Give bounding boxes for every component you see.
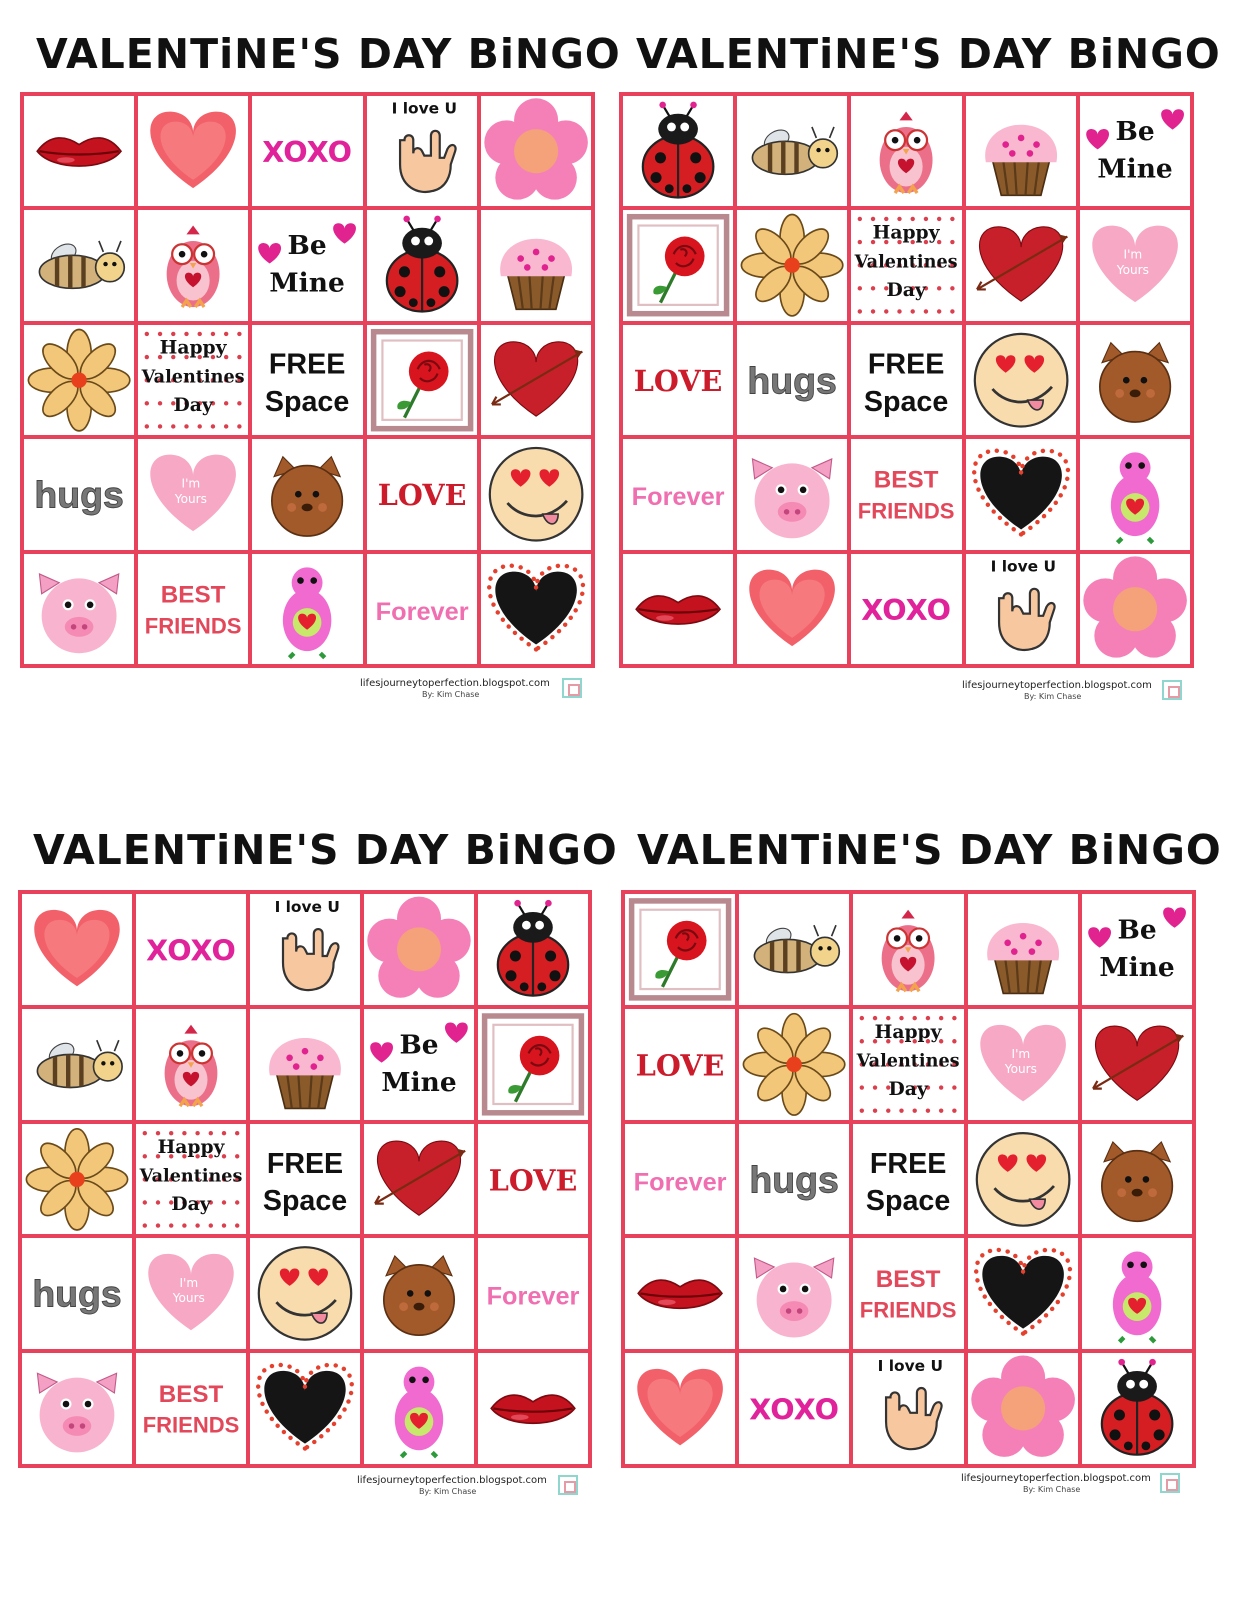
xoxo-text (252, 96, 362, 206)
bingo-cell-bear[interactable] (1080, 325, 1190, 435)
svg-text:I love U: I love U (990, 557, 1056, 576)
cupcake-icon (481, 210, 591, 320)
bingo-cell-bemine[interactable] (1080, 96, 1190, 206)
svg-text:Forever: Forever (486, 1282, 580, 1311)
xoxo-text (136, 894, 246, 1005)
svg-text:XOXO: XOXO (262, 135, 353, 170)
qr-logo-icon (562, 678, 582, 698)
free-space-text (851, 325, 961, 435)
arrow-heart-icon (966, 210, 1076, 320)
im-yours-heart-icon (1080, 210, 1190, 320)
bingo-cell-monster[interactable] (1080, 439, 1190, 549)
bingo-cell-monster[interactable] (1082, 1238, 1192, 1349)
bingo-cell-cupcake[interactable] (966, 96, 1076, 206)
bingo-cell-sunflower[interactable] (22, 1124, 132, 1235)
xoxo-text (739, 1353, 849, 1464)
card-title: VALENTiNE'S DAY BiNGO (636, 30, 1221, 78)
svg-text:Happy: Happy (159, 336, 227, 359)
card-title: VALENTiNE'S DAY BiNGO (36, 30, 621, 78)
svg-text:Mine: Mine (1097, 153, 1173, 185)
svg-text:Mine: Mine (269, 268, 346, 300)
bingo-cell-owl[interactable] (853, 894, 963, 1005)
bear-icon (1082, 1124, 1192, 1235)
bingo-cell-ladybug[interactable] (1082, 1353, 1192, 1464)
bingo-cell-bee[interactable] (24, 210, 134, 320)
bee-icon (22, 1009, 132, 1120)
bee-icon (737, 96, 847, 206)
svg-text:Forever: Forever (375, 597, 469, 626)
heart-icon (22, 894, 132, 1005)
i-love-you-hand-icon (250, 894, 360, 1005)
bingo-cell-bestfriends[interactable] (853, 1238, 963, 1349)
hugs-text (739, 1124, 849, 1235)
bingo-cell-lips[interactable] (623, 554, 733, 664)
svg-text:Happy: Happy (157, 1135, 225, 1158)
bingo-cell-heart[interactable] (22, 894, 132, 1005)
svg-text:I love U: I love U (878, 1357, 944, 1376)
svg-text:XOXO: XOXO (146, 933, 236, 968)
bingo-cell-forever[interactable] (625, 1124, 735, 1235)
forever-text (625, 1124, 735, 1235)
happy-valentines-day-text (851, 210, 961, 320)
svg-text:Yours: Yours (1004, 1062, 1037, 1077)
bingo-cell-dotheart[interactable] (250, 1353, 360, 1464)
love-text (478, 1124, 588, 1235)
bingo-cell-pig[interactable] (24, 554, 134, 664)
bingo-cell-love[interactable] (623, 325, 733, 435)
svg-text:I love U: I love U (274, 897, 340, 916)
bingo-cell-iloveu[interactable] (367, 96, 477, 206)
bingo-cell-imyours[interactable] (138, 439, 248, 549)
bingo-cell-bemine[interactable] (252, 210, 362, 320)
bingo-cell-smiley[interactable] (968, 1124, 1078, 1235)
be-mine-text (364, 1009, 474, 1120)
svg-text:hugs: hugs (749, 1158, 840, 1201)
svg-text:FREE: FREE (269, 348, 346, 381)
pink-monster-icon (1082, 1238, 1192, 1349)
author-credit: By: Kim Chase (419, 1487, 477, 1496)
svg-text:Valentines: Valentines (856, 1050, 960, 1072)
best-friends-text (136, 1353, 246, 1464)
owl-icon (851, 96, 961, 206)
bingo-cell-ladybug[interactable] (367, 210, 477, 320)
bingo-cell-heart[interactable] (138, 96, 248, 206)
bingo-cell-monster[interactable] (364, 1353, 474, 1464)
black-dotted-heart-icon (481, 554, 591, 664)
ladybug-icon (367, 210, 477, 320)
pig-icon (22, 1353, 132, 1464)
i-love-you-hand-icon (367, 96, 477, 206)
svg-text:LOVE: LOVE (635, 1048, 725, 1083)
hugs-text (22, 1238, 132, 1349)
bingo-cell-rose[interactable] (625, 894, 735, 1005)
lips-icon (24, 96, 134, 206)
bingo-cell-arrowheart[interactable] (966, 210, 1076, 320)
rose-icon (478, 1009, 588, 1120)
bingo-cell-sunflower[interactable] (739, 1009, 849, 1120)
bingo-cell-imyours[interactable] (968, 1009, 1078, 1120)
bingo-cell-sunflower[interactable] (737, 210, 847, 320)
bingo-cell-dotheart[interactable] (481, 554, 591, 664)
svg-text:Space: Space (265, 385, 350, 418)
lips-icon (478, 1353, 588, 1464)
svg-text:Valentines: Valentines (141, 366, 245, 388)
bingo-cell-free[interactable] (851, 325, 961, 435)
svg-text:FREE: FREE (868, 348, 945, 381)
bingo-cell-bee[interactable] (739, 894, 849, 1005)
love-text (623, 325, 733, 435)
pink-monster-icon (1080, 439, 1190, 549)
pink-flower-icon (364, 894, 474, 1005)
free-space-text (853, 1124, 963, 1235)
be-mine-text (252, 210, 362, 320)
love-eyes-smiley-icon (250, 1238, 360, 1349)
rose-icon (625, 894, 735, 1005)
svg-text:FRIENDS: FRIENDS (860, 1298, 957, 1324)
bingo-cell-monster[interactable] (252, 554, 362, 664)
site-url: lifesjourneytoperfection.blogspot.com (360, 678, 550, 689)
site-url: lifesjourneytoperfection.blogspot.com (961, 1473, 1151, 1484)
heart-icon (138, 96, 248, 206)
bingo-cell-flower[interactable] (968, 1353, 1078, 1464)
svg-text:Valentines: Valentines (139, 1165, 243, 1187)
owl-icon (138, 210, 248, 320)
bingo-cell-lips[interactable] (24, 96, 134, 206)
site-credit (357, 1475, 547, 1496)
lips-icon (625, 1238, 735, 1349)
bingo-cell-iloveu[interactable] (966, 554, 1076, 664)
bingo-cell-rose[interactable] (623, 210, 733, 320)
bingo-cell-happyvday[interactable] (851, 210, 961, 320)
bingo-cell-happyvday[interactable] (136, 1124, 246, 1235)
cupcake-icon (250, 1009, 360, 1120)
tan-flower-icon (24, 325, 134, 435)
pig-icon (24, 554, 134, 664)
svg-text:I'm: I'm (1123, 247, 1143, 262)
site-url: lifesjourneytoperfection.blogspot.com (962, 680, 1152, 691)
bingo-cell-bear[interactable] (364, 1238, 474, 1349)
forever-text (478, 1238, 588, 1349)
rose-icon (623, 210, 733, 320)
svg-text:Day: Day (173, 393, 213, 416)
bingo-grid (619, 92, 1194, 668)
bingo-cell-forever[interactable] (478, 1238, 588, 1349)
heart-icon (737, 554, 847, 664)
svg-text:XOXO: XOXO (861, 592, 952, 627)
love-eyes-smiley-icon (968, 1124, 1078, 1235)
ladybug-icon (478, 894, 588, 1005)
free-space-text (252, 325, 362, 435)
happy-valentines-day-text (136, 1124, 246, 1235)
qr-logo-icon (1160, 1473, 1180, 1493)
svg-text:Yours: Yours (174, 492, 208, 507)
bingo-cell-imyours[interactable] (136, 1238, 246, 1349)
bingo-cell-flower[interactable] (364, 894, 474, 1005)
author-credit: By: Kim Chase (1023, 1485, 1081, 1494)
bingo-cell-flower[interactable] (481, 96, 591, 206)
free-space-text (250, 1124, 360, 1235)
bingo-cell-bestfriends[interactable] (138, 554, 248, 664)
ladybug-icon (623, 96, 733, 206)
svg-text:FRIENDS: FRIENDS (144, 613, 242, 639)
bingo-cell-owl[interactable] (138, 210, 248, 320)
svg-text:Mine: Mine (1099, 951, 1175, 983)
svg-text:Yours: Yours (1116, 263, 1149, 278)
svg-text:Be: Be (399, 1029, 439, 1061)
im-yours-heart-icon (968, 1009, 1078, 1120)
bingo-cell-arrowheart[interactable] (364, 1124, 474, 1235)
bingo-cell-pig[interactable] (737, 439, 847, 549)
bingo-cell-hugs[interactable] (22, 1238, 132, 1349)
svg-text:I'm: I'm (179, 1276, 199, 1291)
svg-text:Be: Be (1117, 914, 1157, 946)
tan-flower-icon (739, 1009, 849, 1120)
happy-valentines-day-text (853, 1009, 963, 1120)
bingo-cell-bee[interactable] (22, 1009, 132, 1120)
svg-text:Day: Day (886, 279, 927, 302)
bingo-cell-free[interactable] (250, 1124, 360, 1235)
bingo-cell-free[interactable] (853, 1124, 963, 1235)
bingo-grid (20, 92, 595, 668)
svg-text:BEST: BEST (160, 581, 226, 609)
tan-flower-icon (22, 1124, 132, 1235)
bingo-cell-ladybug[interactable] (478, 894, 588, 1005)
bingo-cell-hugs[interactable] (739, 1124, 849, 1235)
bingo-cell-owl[interactable] (851, 96, 961, 206)
bingo-cell-pig[interactable] (22, 1353, 132, 1464)
bingo-grid (621, 890, 1196, 1468)
bingo-cell-hugs[interactable] (737, 325, 847, 435)
svg-text:Day: Day (888, 1078, 929, 1101)
bingo-cell-dotheart[interactable] (968, 1238, 1078, 1349)
author-credit: By: Kim Chase (422, 690, 480, 699)
owl-icon (853, 894, 963, 1005)
forever-text (367, 554, 477, 664)
bingo-cell-heart[interactable] (625, 1353, 735, 1464)
black-dotted-heart-icon (968, 1238, 1078, 1349)
site-credit (360, 678, 550, 699)
svg-text:BEST: BEST (876, 1266, 941, 1294)
svg-text:Be: Be (1115, 116, 1155, 148)
happy-valentines-day-text (138, 325, 248, 435)
hugs-text (737, 325, 847, 435)
bingo-cell-xoxo[interactable] (136, 894, 246, 1005)
heart-icon (625, 1353, 735, 1464)
bingo-cell-bear[interactable] (1082, 1124, 1192, 1235)
svg-text:BEST: BEST (874, 466, 939, 494)
bingo-cell-love[interactable] (625, 1009, 735, 1120)
love-eyes-smiley-icon (966, 325, 1076, 435)
im-yours-heart-icon (136, 1238, 246, 1349)
ladybug-icon (1082, 1353, 1192, 1464)
svg-text:XOXO: XOXO (749, 1392, 840, 1427)
bear-icon (1080, 325, 1190, 435)
bingo-cell-arrowheart[interactable] (481, 325, 591, 435)
black-dotted-heart-icon (250, 1353, 360, 1464)
bingo-cell-imyours[interactable] (1080, 210, 1190, 320)
svg-text:Happy: Happy (875, 1020, 942, 1043)
bingo-cell-happyvday[interactable] (853, 1009, 963, 1120)
svg-text:FRIENDS: FRIENDS (142, 1412, 240, 1438)
svg-text:Valentines: Valentines (854, 251, 958, 273)
pink-flower-icon (1080, 554, 1190, 664)
bingo-cell-xoxo[interactable] (252, 96, 362, 206)
bingo-cell-bestfriends[interactable] (136, 1353, 246, 1464)
bingo-cell-iloveu[interactable] (853, 1353, 963, 1464)
pink-flower-icon (481, 96, 591, 206)
arrow-heart-icon (364, 1124, 474, 1235)
bingo-cell-heart[interactable] (737, 554, 847, 664)
svg-text:I love U: I love U (391, 99, 457, 118)
svg-text:Happy: Happy (873, 222, 940, 245)
love-text (625, 1009, 735, 1120)
bingo-grid (18, 890, 592, 1468)
svg-text:I'm: I'm (1011, 1046, 1030, 1061)
love-eyes-smiley-icon (481, 439, 591, 549)
svg-text:Space: Space (262, 1184, 348, 1217)
be-mine-text (1080, 96, 1190, 206)
bingo-cell-happyvday[interactable] (138, 325, 248, 435)
pink-monster-icon (364, 1353, 474, 1464)
bingo-cell-lips[interactable] (478, 1353, 588, 1464)
bingo-cell-cupcake[interactable] (481, 210, 591, 320)
bingo-cell-smiley[interactable] (966, 325, 1076, 435)
best-friends-text (851, 439, 961, 549)
bingo-cell-iloveu[interactable] (250, 894, 360, 1005)
bingo-cell-forever[interactable] (367, 554, 477, 664)
cupcake-icon (966, 96, 1076, 206)
svg-text:Forever: Forever (631, 483, 725, 512)
pink-monster-icon (252, 554, 362, 664)
pig-icon (737, 439, 847, 549)
arrow-heart-icon (1082, 1009, 1192, 1120)
svg-text:FREE: FREE (870, 1147, 947, 1180)
site-credit (962, 680, 1152, 701)
bingo-cell-love[interactable] (367, 439, 477, 549)
bingo-cell-love[interactable] (478, 1124, 588, 1235)
bingo-cell-rose[interactable] (478, 1009, 588, 1120)
qr-logo-icon (1162, 680, 1182, 700)
bingo-cell-rose[interactable] (367, 325, 477, 435)
bingo-cell-lips[interactable] (625, 1238, 735, 1349)
arrow-heart-icon (481, 325, 591, 435)
svg-text:Mine: Mine (381, 1066, 457, 1098)
svg-text:hugs: hugs (747, 359, 838, 402)
site-credit (961, 1473, 1151, 1494)
bear-icon (252, 439, 362, 549)
forever-text (623, 439, 733, 549)
pig-icon (739, 1238, 849, 1349)
svg-text:Space: Space (864, 385, 949, 418)
best-friends-text (853, 1238, 963, 1349)
im-yours-heart-icon (138, 439, 248, 549)
bingo-cell-flower[interactable] (1080, 554, 1190, 664)
xoxo-text (851, 554, 961, 664)
svg-text:LOVE: LOVE (488, 1162, 578, 1197)
best-friends-text (138, 554, 248, 664)
svg-text:hugs: hugs (32, 1272, 122, 1315)
card-title: VALENTiNE'S DAY BiNGO (637, 826, 1222, 874)
bingo-cell-dotheart[interactable] (966, 439, 1076, 549)
bingo-cell-forever[interactable] (623, 439, 733, 549)
svg-text:LOVE: LOVE (377, 478, 467, 513)
svg-text:Day: Day (171, 1192, 211, 1215)
author-credit: By: Kim Chase (1024, 692, 1082, 701)
tan-flower-icon (737, 210, 847, 320)
i-love-you-hand-icon (853, 1353, 963, 1464)
bingo-cell-pig[interactable] (739, 1238, 849, 1349)
svg-text:Be: Be (287, 230, 328, 262)
site-url: lifesjourneytoperfection.blogspot.com (357, 1475, 547, 1486)
svg-text:hugs: hugs (34, 473, 124, 516)
card-title: VALENTiNE'S DAY BiNGO (33, 826, 618, 874)
svg-text:Yours: Yours (172, 1291, 205, 1306)
hugs-text (24, 439, 134, 549)
bee-icon (24, 210, 134, 320)
svg-text:I'm: I'm (181, 476, 201, 491)
bingo-cell-hugs[interactable] (24, 439, 134, 549)
bingo-cell-arrowheart[interactable] (1082, 1009, 1192, 1120)
black-dotted-heart-icon (966, 439, 1076, 549)
owl-icon (136, 1009, 246, 1120)
bingo-cell-sunflower[interactable] (24, 325, 134, 435)
bear-icon (364, 1238, 474, 1349)
bingo-cell-cupcake[interactable] (250, 1009, 360, 1120)
bingo-cell-smiley[interactable] (250, 1238, 360, 1349)
bingo-cell-bemine[interactable] (1082, 894, 1192, 1005)
svg-text:BEST: BEST (158, 1380, 224, 1408)
bingo-cell-cupcake[interactable] (968, 894, 1078, 1005)
bingo-cell-bestfriends[interactable] (851, 439, 961, 549)
svg-text:FRIENDS: FRIENDS (858, 498, 955, 524)
bee-icon (739, 894, 849, 1005)
lips-icon (623, 554, 733, 664)
bingo-cell-bemine[interactable] (364, 1009, 474, 1120)
cupcake-icon (968, 894, 1078, 1005)
svg-text:FREE: FREE (266, 1147, 344, 1180)
bingo-cell-free[interactable] (252, 325, 362, 435)
qr-logo-icon (558, 1475, 578, 1495)
bingo-cell-bear[interactable] (252, 439, 362, 549)
svg-text:LOVE: LOVE (633, 364, 723, 399)
i-love-you-hand-icon (966, 554, 1076, 664)
rose-icon (367, 325, 477, 435)
bingo-cell-smiley[interactable] (481, 439, 591, 549)
love-text (367, 439, 477, 549)
svg-text:Space: Space (866, 1184, 951, 1217)
bingo-cell-ladybug[interactable] (623, 96, 733, 206)
svg-text:Forever: Forever (633, 1168, 727, 1197)
be-mine-text (1082, 894, 1192, 1005)
bingo-cell-xoxo[interactable] (851, 554, 961, 664)
bingo-cell-xoxo[interactable] (739, 1353, 849, 1464)
bingo-cell-bee[interactable] (737, 96, 847, 206)
pink-flower-icon (968, 1353, 1078, 1464)
bingo-cell-owl[interactable] (136, 1009, 246, 1120)
